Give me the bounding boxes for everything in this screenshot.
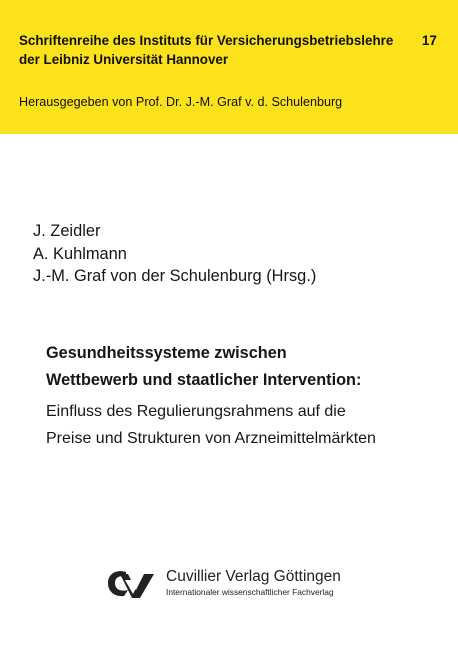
- author-list: [33, 220, 316, 288]
- book-subtitle: [46, 398, 376, 452]
- book-title-line-1: Gesundheitssysteme zwischen: [46, 344, 287, 362]
- book-subtitle-line-1: Einfluss des Regulierungsrahmens auf die: [46, 403, 346, 420]
- publisher-name: Cuvillier Verlag Göttingen: [166, 568, 341, 585]
- series-title: [19, 31, 399, 69]
- series-title-line-1: Schriftenreihe des Instituts für Versicherungsbetriebslehre: [19, 33, 394, 48]
- author-name: J. Zeidler: [33, 222, 101, 240]
- book-subtitle-line-2: Preise und Strukturen von Arzneimittelmärkten: [46, 430, 376, 447]
- book-title-line-2: Wettbewerb und staatlicher Intervention:: [46, 371, 362, 389]
- publisher-imprint: [106, 566, 376, 602]
- series-title-line-2: der Leibniz Universität Hannover: [19, 52, 229, 67]
- cuvillier-logo-icon: [106, 568, 156, 600]
- series-banner: [0, 0, 458, 134]
- publisher-tagline: Internationaler wissenschaftlicher Fachverlag: [166, 587, 334, 597]
- author-name: J.-M. Graf von der Schulenburg (Hrsg.): [33, 267, 317, 285]
- book-title: [46, 340, 361, 394]
- series-volume-number: 17: [421, 33, 437, 48]
- author-name: A. Kuhlmann: [33, 244, 127, 263]
- series-editor: Herausgegeben von Prof. Dr. J.-M. Graf v. d. Schulenburg: [19, 95, 343, 109]
